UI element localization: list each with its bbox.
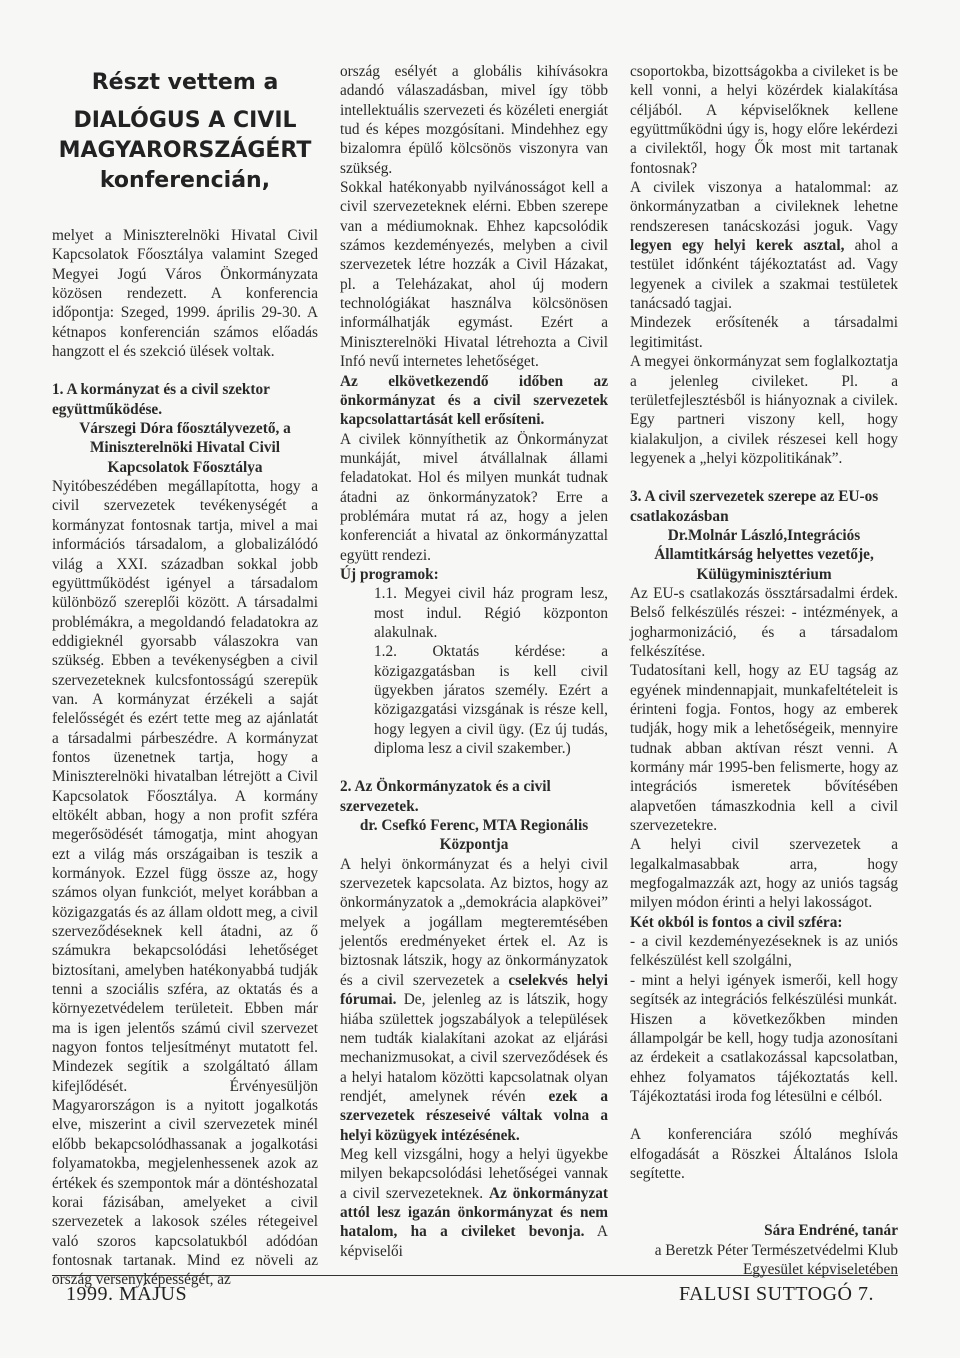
headline-line-3: MAGYARORSZÁGÉRT [58, 138, 312, 163]
program-1-2: 1.2. Oktatás kérdése: a közigazgatásban is kell civil ügyekben járatos személy. Ezért a közigazgatási vizsgának is része kell, hogy legyen a civil ügy. (Ez új tudás, diploma lesz a civil szakember.) [374, 643, 608, 758]
col3-paragraph-3: Mindezek erősítenék a társadalmi legitimitást. [630, 314, 898, 351]
column-3 [630, 62, 898, 1279]
col2-paragraph-4: A civilek könnyíthetik az Önkormányzat munkáját, mivel átvállalnak állami feladatokat. Hol és milyen munkát tudnak átadni az önkormányzatok? Erre a problémára mutat rá az, hogy a jelen konferenciát a hivatal az önkormányzattal együtt rendezi. [340, 430, 608, 564]
signature-name: Sára Endréné, tanár [764, 1222, 898, 1240]
col2-p5-bold: cselekvés helyi fórumai. [340, 971, 609, 1009]
col3-p2-text: A civilek viszonya a hatalommal: az önkormányzatban a civileknek lehetne rendszeresen tanácskozási joguk. Vagy [630, 179, 898, 235]
reason-2: - mint a helyi igények ismerői, kell hogy segítsék az integrációs felkészülési munkát. [630, 971, 898, 1009]
col2-paragraph-1: ország esélyét a globális kihívásokra adandó válaszadásban, mivel így több intellektuális szervezeti és közéleti energiát tud és képes mozgósítani. Mindehhez egy bizalomra épülő kölcsönös viszonyra van szükség. [340, 63, 608, 177]
col3-paragraph-7: A helyi civil szervezetek a legalkalmasabbak arra, hogy megfogalmazzák azt, hogy az uniós tagság milyen módon érinti a helyi lakosságot. [630, 836, 898, 912]
signature-line-1: a Beretzk Péter Természetvédelmi Klub [654, 1241, 898, 1259]
footer-publication: FALUSI SUTTOGÓ 7. [679, 1283, 874, 1305]
col3-paragraph-9: Hiszen a következőkben minden állampolgár be kell, hogy tudja azonosítani az érdekeit a csatlakozással kapcsolatban, ehhez folyamatos tájékoztatás kell. Tájékoztatási iroda fog létesülni e célból. [630, 1010, 898, 1105]
signature-line-2: Egyesület képviseletében [742, 1260, 898, 1278]
program-1-1: 1.1. Megyei civil ház program lesz, most indul. Régió központon alakulnak. [374, 585, 608, 641]
col3-p2-cont: ahol a testület időnként tájékoztatást ad. Vagy legyenek a civilek a szakmai testületek tanácsadó tagjai. [630, 237, 898, 313]
col3-paragraph-4: A megyei önkormányzat sem foglalkoztatja a jelenleg civileket. Pl. a területfejlesztésből is hiányoznak a civilek. Egy partneri viszony kell, hogy kialakuljon, a civilek részesei kell hogy legyenek a „helyi közpolitikának”. [630, 353, 898, 467]
column-2 [340, 62, 608, 1261]
speaker-2: dr. Csefkó Ferenc, MTA Regionális Központja [359, 817, 589, 854]
headline-line-2: DIALÓGUS A CIVIL [73, 108, 297, 133]
col3-paragraph-5: Az EU-s csatlakozás össztársadalmi érdek. Belső felkészülés részei: - intézmények, a jogharmonizáció, és a társadalom felkészítése. [630, 584, 898, 660]
col3-p2-bold: legyen egy helyi kerek asztal, [630, 237, 845, 255]
col2-paragraph-2: Sokkal hatékonyabb nyilvánosságot kell a civil szervezeteknek elérni. Ebben szerepe van a médiumoknak. Ehhez kapcsolódik számos kezdeményezés, melyben a civil szervezetek létre hozzák a Civil Házakat, pl. a Teleházakat, ahol új modern technológiákat használva kölcsönösen informálhatják egymást. Ezért a Miniszterelnöki Hivatal létrehozta a Civil Infó nevű internetes lehetőséget. [340, 179, 608, 371]
col3-paragraph-2 [630, 178, 898, 313]
new-programs-heading: Új programok: [340, 565, 439, 583]
col2-p5-cont: De, jelenleg az is látszik, hogy hiába születtek jogszabályok a települések nem tudták kialakítani azokat az eljárási mechanizmusokat, a civil szerveződések és a helyi hatalom közötti kapcsolatnak olyan rendjét, amelynek révén [340, 991, 609, 1105]
two-reasons-heading: Két okból is fontos a civil szféra: [630, 913, 843, 931]
speaker-3: Dr.Molnár László,Integrációs Államtitkárság helyettes vezetője, Külügyminisztérium [654, 526, 874, 583]
speaker-1: Várszegi Dóra főosztályvezető, a Miniszterelnöki Hivatal Civil Kapcsolatok Főosztálya [79, 420, 291, 476]
col2-p6-bold: Az önkormányzat attól lesz igazán önkormányzat és nem hatalom, ha a civileket bevonja. [340, 1184, 608, 1241]
headline-line-4: konferencián, [99, 168, 271, 193]
column-1 [52, 62, 318, 1290]
section-1-heading: 1. A kormányzat és a civil szektor együttműködése. [52, 381, 270, 418]
col3-paragraph-6: Tudatosítani kell, hogy az EU tagság az egyének mindennapjait, munkafeltételeit is érinteni fogja. Fontos, hogy az emberek tudják, hogy mik a lehetőségeik, mennyire tudnak abban aktívan részt venni. A kormány már 1995-ben felismerte, hogy az integrációs ismeretek bővítésében alapvetően támaszkodnia kell a civil szervezetekre. [630, 662, 898, 835]
col3-paragraph-1: csoportokba, bizottságokba a civileket is be kell vonni, a helyi közérdek kialakítása céljából. A képviselőknek kellene együttműködni úgy is, hogy előre lekérdezi a civilektől, hogy Ők most mit tartanak fontosnak? [630, 63, 898, 177]
col2-bold-paragraph: Az elkövetkezendő időben az önkormányzat és a civil szervezetek kapcsolattartását kell erősíteni. [340, 372, 608, 429]
intro-paragraph: melyet a Miniszterelnöki Hivatal Civil Kapcsolatok Főosztálya valamint Szeged Megyei Jogú Város Önkormányzata közösen rendezett. A konferencia időpontja: Szeged, 1999. április 29-30. A kétnapos konferencián számos előadás hangzott el és szekció ülések voltak. [52, 227, 318, 361]
section-3-heading: 3. A civil szervezetek szerepe az EU-os csatlakozásban [630, 488, 879, 525]
section-2-heading: 2. Az Önkormányzatok és a civil szervezetek. [340, 778, 551, 815]
footer-date: 1999. MÁJUS [66, 1283, 188, 1305]
headline-line-1: Részt vettem a [91, 70, 279, 95]
col2-paragraph-5 [340, 855, 608, 1145]
col2-p5-text: A helyi önkormányzat és a helyi civil szervezetek kapcsolata. Az biztos, hogy az önkormányzatok a „demokrácia alapkövei” melyek a jogállam megteremtésében jelentős eredményeket értek el. Az is biztosnak látszik, hogy az önkormányzatok és a civil szervezetek a [340, 855, 608, 989]
col2-paragraph-6 [340, 1145, 608, 1261]
col3-paragraph-10: A konferenciára szóló meghívás elfogadását a Röszkei Általános Islola segítette. [630, 1126, 898, 1182]
reason-1: - a civil kezdeményezéseknek is az uniós felkészülést kell szolgálni, [630, 933, 898, 970]
col2-p5-bold-2: ezek a szervezetek részeseivé váltak volna a helyi közügyek intézésének. [340, 1087, 608, 1144]
col2-p6-end: A képviselői [340, 1223, 608, 1260]
section-1-body: Nyitóbeszédében megállapította, hogy a civil szervezetek tevékenységét a kormányzat fontosnak tartja, mivel a mai információs társadalom, a globalizálódó világ a XXI. században sokkal jobb együttműködést igényel a társadalom különböző szereplői között. A társadalmi problémákra, a megoldandó feladatokra az eddigieknél gyorsabb válaszokra van szükség. Ebben a tevékenységben a civil szervezeteknek kulcsfontosságú szerepük van. A kormányzat érzékeli a saját felelősségét és ezért tette meg az ajánlatát a társadalmi párbeszédre. A kormányzat fontos üzenetnek tartja, hogy a Miniszterelnöki hivatalban létrejött a Civil Kapcsolatok Főosztálya. A kormány eltökélt abban, hogy a non profit szféra megerősödését támogatja, mint ahogyan ezt a világ más országaiban is teszik a kormányok. Ezzel függ össze az, hogy számos olyan funkciót, melyet korábban a közigazgatás és az állam oldott meg, a civil szerveződéseknek kell átadni, az ő számukra bekapcsolódási lehetőséget biztosítani, amelyben hatékonyabbá tudják tenni a szociális szféra, az oktatás és a környezetvédelem területeit. Ebben már ma is igen jelentős számú civil szervezet nagyon fontos teljesítményt mutatott fel. Mindezek segítik a szolgáltató állam kifejlődését. Érvényesüljön Magyarországon is a nyitott jogalkotás elve, miszerint a civil szervezetek minél előbb bekapcsolódhassanak a jogalkotási folyamatokba, megjelenhessenek azok az értékek és szempontok már a döntéshozatal korai fázisában, amelyeket a civil szervezetek a lakosok széles rétegeivel való szoros kapcsolatukból adódóan fontosnak tartanak. Mind ez növeli az ország versenyképességét, az [52, 478, 318, 1289]
col2-p6-text: Meg kell vizsgálni, hogy a helyi ügyekbe milyen bekapcsolódási lehetőségei vannak a civil szervezeteknek. [340, 1145, 608, 1202]
footer-divider [52, 1275, 898, 1276]
